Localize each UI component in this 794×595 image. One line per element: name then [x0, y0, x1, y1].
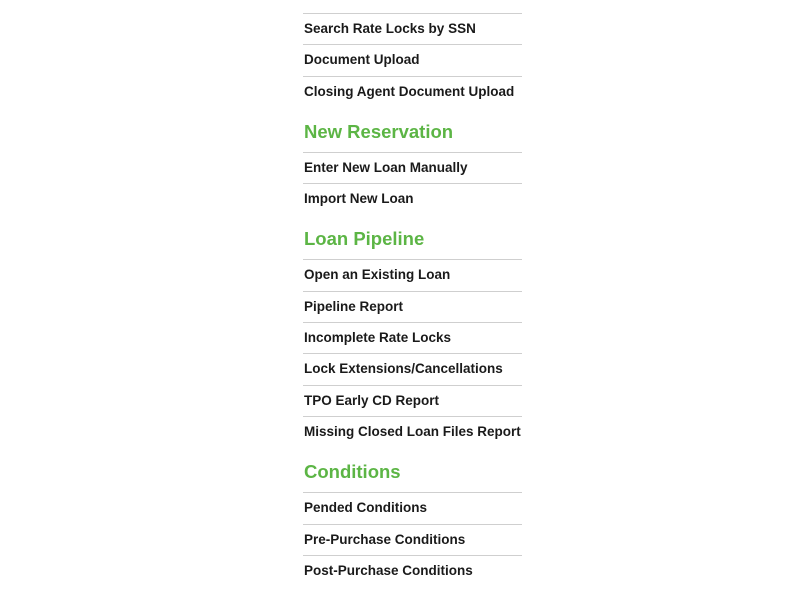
- menu-item-enter-new-loan-manually[interactable]: Enter New Loan Manually: [303, 152, 522, 183]
- section-heading-new-reservation: New Reservation: [304, 120, 454, 142]
- menu-item-pended-conditions[interactable]: Pended Conditions: [303, 492, 522, 523]
- menu-item-lock-extensions-cancellations[interactable]: Lock Extensions/Cancellations: [303, 353, 522, 384]
- menu-item-document-upload[interactable]: Document Upload: [303, 44, 522, 75]
- menu-item-incomplete-rate-locks[interactable]: Incomplete Rate Locks: [303, 322, 522, 353]
- menu-item-pre-purchase-conditions[interactable]: Pre-Purchase Conditions: [303, 524, 522, 555]
- menu-item-tpo-early-cd-report[interactable]: TPO Early CD Report: [303, 385, 522, 416]
- navigation-menu: [303, 13, 522, 586]
- menu-item-import-new-loan[interactable]: Import New Loan: [303, 183, 522, 214]
- menu-item-post-purchase-conditions[interactable]: Post-Purchase Conditions: [303, 555, 522, 586]
- menu-item-closing-agent-document-upload[interactable]: Closing Agent Document Upload: [303, 76, 522, 107]
- section-heading-conditions: Conditions: [304, 461, 401, 483]
- menu-item-open-existing-loan[interactable]: Open an Existing Loan: [303, 259, 522, 290]
- menu-item-search-rate-locks-by-ssn[interactable]: Search Rate Locks by SSN: [303, 13, 522, 44]
- section-heading-loan-pipeline: Loan Pipeline: [304, 228, 425, 250]
- menu-item-pipeline-report[interactable]: Pipeline Report: [303, 291, 522, 322]
- menu-item-missing-closed-loan-files-report[interactable]: Missing Closed Loan Files Report: [303, 416, 522, 447]
